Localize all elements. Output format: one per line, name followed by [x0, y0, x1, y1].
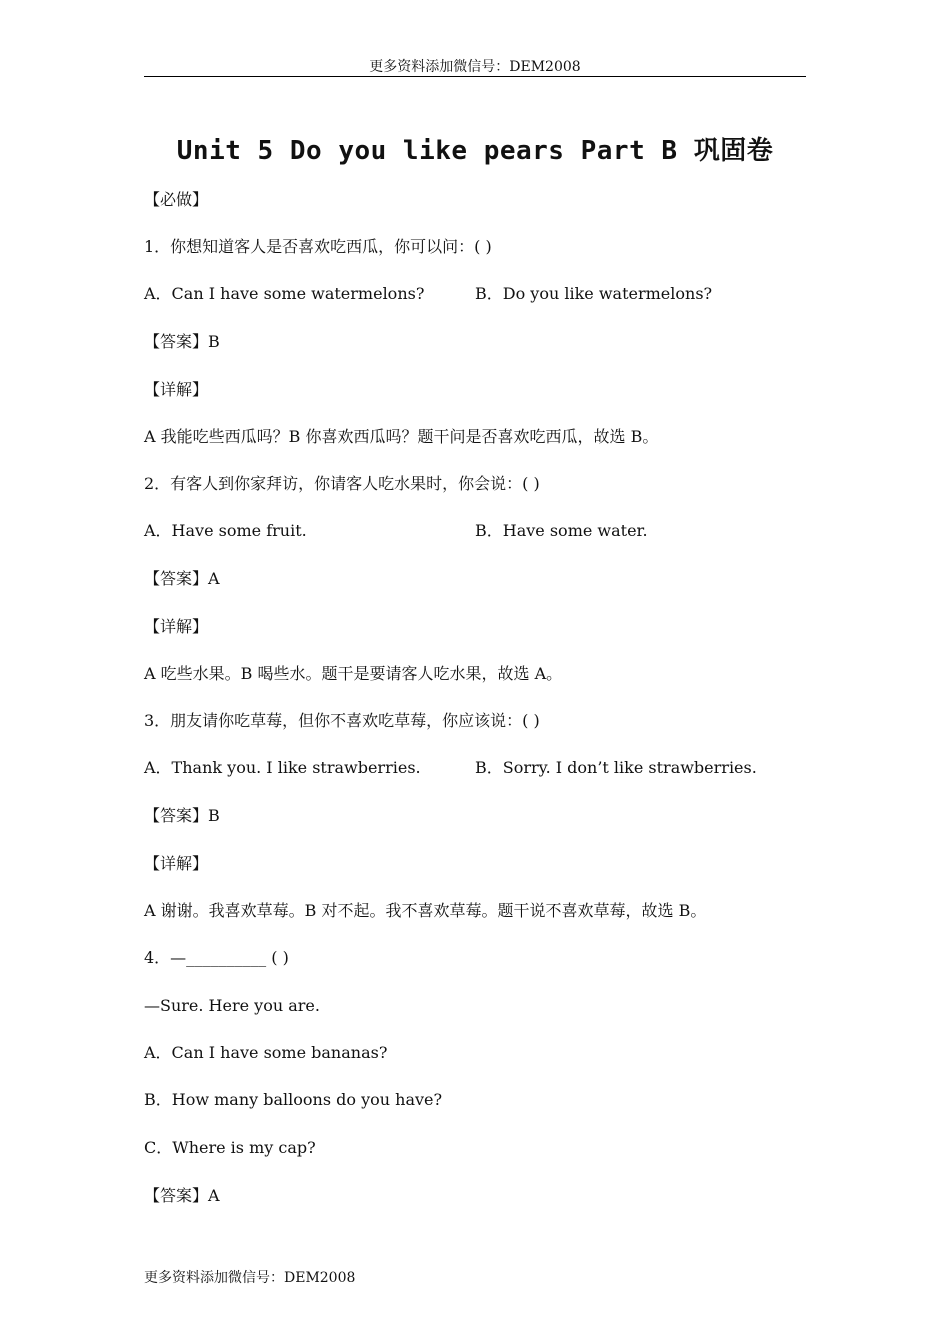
question-3-option-a: A．Thank you. I like strawberries. [144, 758, 421, 777]
question-4-option-c: C．Where is my cap? [144, 1138, 316, 1157]
document-title: Unit 5 Do you like pears Part B 巩固卷 [176, 136, 774, 166]
question-4-answer: 【答案】A [144, 1186, 220, 1205]
question-2-answer: 【答案】A [144, 569, 220, 588]
question-1-detail: A 我能吃些西瓜吗？B 你喜欢西瓜吗？题干问是否喜欢吃西瓜，故选 B。 [144, 427, 659, 446]
question-2-option-b: B．Have some water. [475, 521, 648, 540]
question-3-detail: A 谢谢。我喜欢草莓。B 对不起。我不喜欢草莓。题干说不喜欢草莓，故选 B。 [144, 901, 707, 920]
question-3-answer: 【答案】B [144, 806, 220, 825]
section-label: 【必做】 [144, 190, 209, 209]
question-1-detail-label: 【详解】 [144, 380, 209, 399]
question-4-stem: 4．—__________ ( ) [144, 948, 289, 967]
header-rule [144, 76, 806, 77]
question-2-detail-label: 【详解】 [144, 617, 209, 636]
page-footer: 更多资料添加微信号：DEM2008 [144, 1270, 356, 1286]
question-4-dialogue: —Sure. Here you are. [144, 996, 320, 1015]
question-2-option-a: A．Have some fruit. [144, 521, 307, 540]
question-4-option-b: B．How many balloons do you have? [144, 1090, 443, 1109]
question-3-detail-label: 【详解】 [144, 854, 209, 873]
question-1-answer: 【答案】B [144, 332, 220, 351]
question-1-option-b: B．Do you like watermelons? [475, 284, 713, 303]
question-1-stem: 1．你想知道客人是否喜欢吃西瓜，你可以问：( ) [144, 237, 492, 256]
question-3-option-b: B．Sorry. I don’t like strawberries. [475, 758, 757, 777]
question-2-stem: 2．有客人到你家拜访，你请客人吃水果时，你会说：( ) [144, 474, 540, 493]
question-4-option-a: A．Can I have some bananas? [144, 1043, 388, 1062]
question-2-detail: A 吃些水果。B 喝些水。题干是要请客人吃水果，故选 A。 [144, 664, 563, 683]
question-1-option-a: A．Can I have some watermelons? [144, 284, 425, 303]
page-header: 更多资料添加微信号：DEM2008 [369, 59, 581, 75]
question-3-stem: 3．朋友请你吃草莓，但你不喜欢吃草莓，你应该说：( ) [144, 711, 540, 730]
